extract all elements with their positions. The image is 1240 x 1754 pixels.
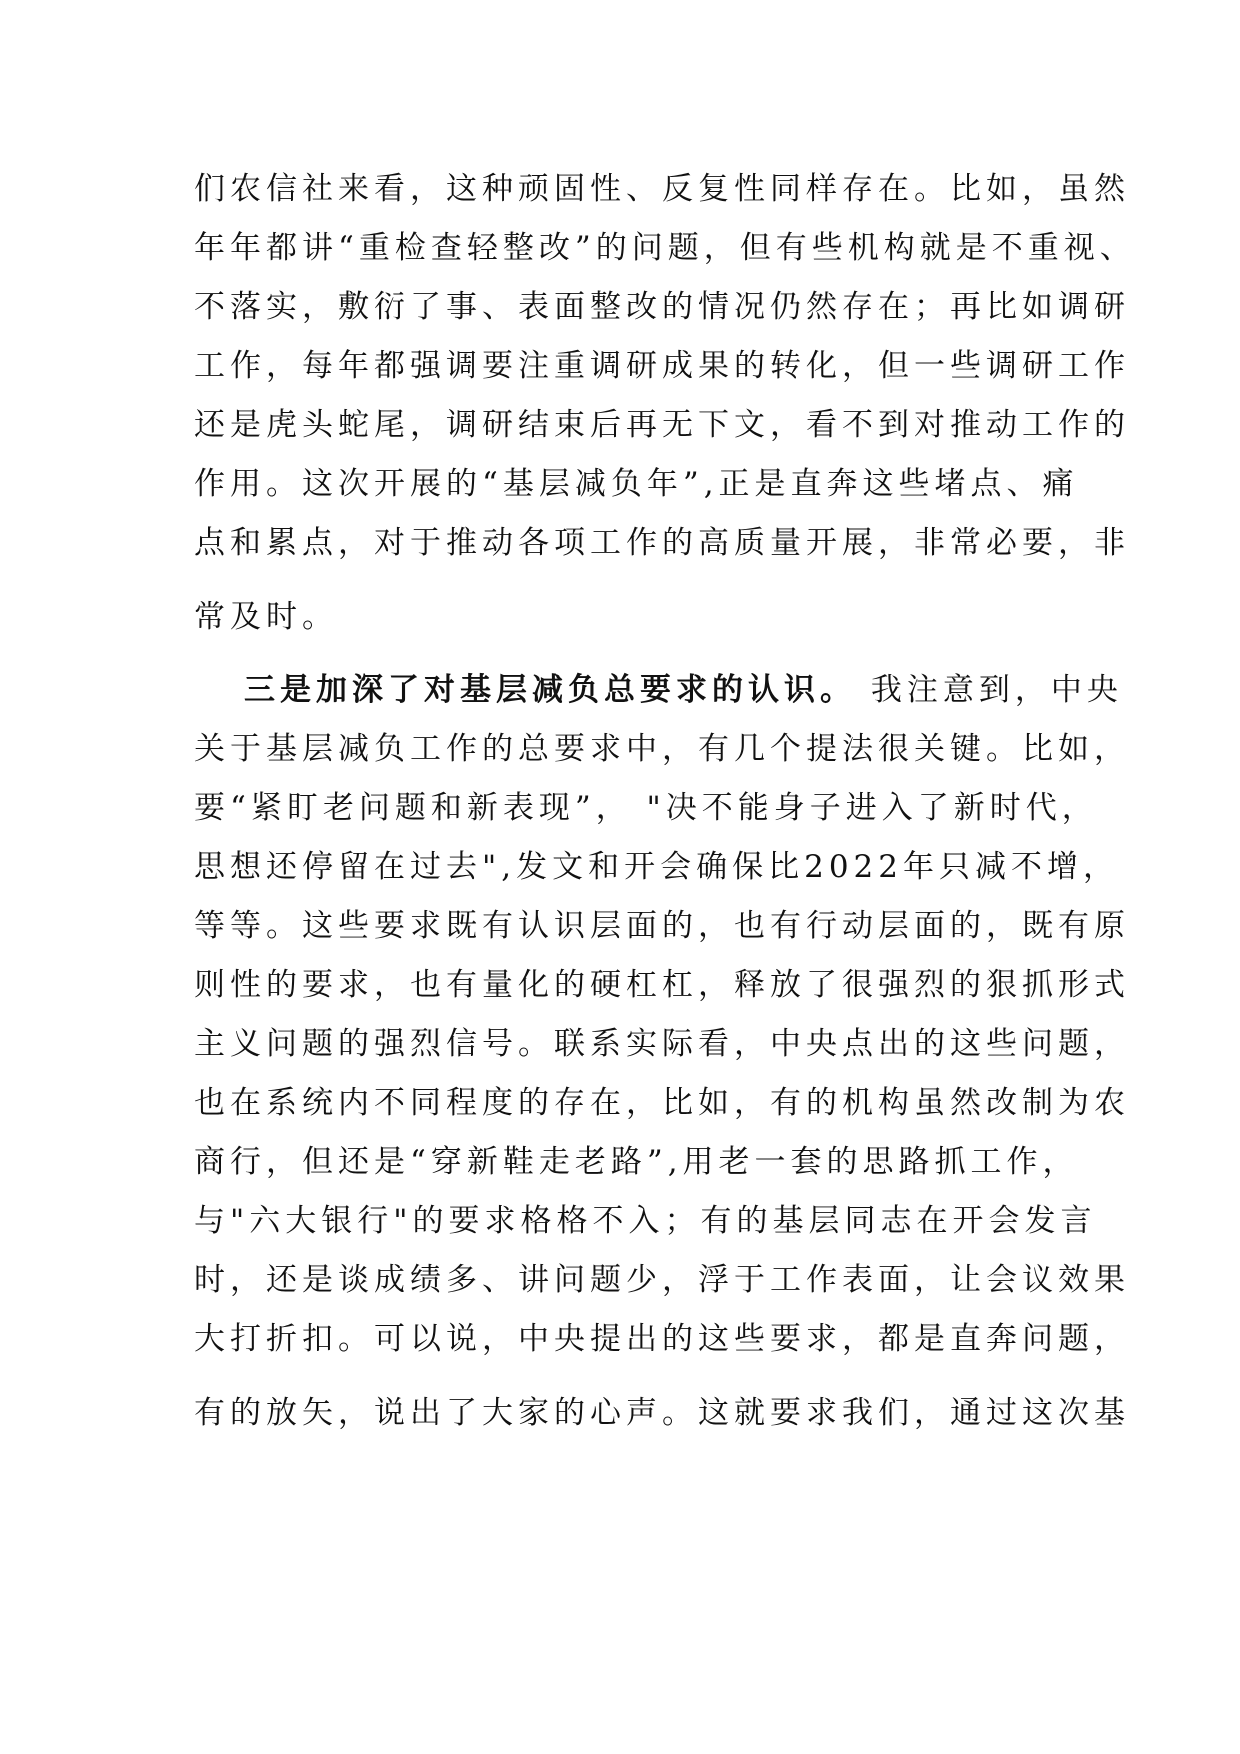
text-line: 们农信社来看，这种顽固性、反复性同样存在。比如，虽然 bbox=[194, 171, 1130, 207]
text-line: 点和累点，对于推动各项工作的高质量开展，非常必要，非 bbox=[194, 525, 1130, 561]
text-line: 还是虎头蛇尾，调研结束后再无下文，看不到对推动工作的 bbox=[194, 407, 1130, 443]
text-span: 我注意到，中央 bbox=[856, 672, 1123, 708]
text-line: 则性的要求，也有量化的硬杠杠，释放了很强烈的狠抓形式 bbox=[194, 967, 1130, 1003]
text-line: 关于基层减负工作的总要求中，有几个提法很关键。比如， bbox=[194, 731, 1130, 767]
text-line: 思想还停留在过去",发文和开会确保比2022年只减不增， bbox=[194, 849, 1120, 885]
paragraph-first-line bbox=[194, 661, 1123, 720]
text-line: 常及时。 bbox=[194, 599, 338, 635]
paragraph-heading: 三是加深了对基层减负总要求的认识。 bbox=[244, 672, 856, 708]
text-line: 也在系统内不同程度的存在，比如，有的机构虽然改制为农 bbox=[194, 1085, 1130, 1121]
text-line: 年年都讲“重检查轻整改”的问题，但有些机构就是不重视、 bbox=[194, 230, 1136, 266]
text-line: 与"六大银行"的要求格格不入；有的基层同志在开会发言 bbox=[194, 1203, 1097, 1239]
text-line: 商行，但还是“穿新鞋走老路”,用老一套的思路抓工作， bbox=[194, 1144, 1079, 1180]
text-line: 大打折扣。可以说，中央提出的这些要求，都是直奔问题， bbox=[194, 1321, 1130, 1357]
paragraph-break bbox=[194, 647, 1054, 661]
text-line: 工作，每年都强调要注重调研成果的转化，但一些调研工作 bbox=[194, 348, 1130, 384]
text-line: 不落实，敷衍了事、表面整改的情况仍然存在；再比如调研 bbox=[194, 289, 1130, 325]
text-line: 时，还是谈成绩多、讲问题少，浮于工作表面，让会议效果 bbox=[194, 1262, 1130, 1298]
text-line: 等等。这些要求既有认识层面的，也有行动层面的，既有原 bbox=[194, 908, 1130, 944]
text-line: 作用。这次开展的“基层减负年”,正是直奔这些堵点、痛 bbox=[194, 466, 1079, 502]
text-line: 要“紧盯老问题和新表现”， "决不能身子进入了新时代， bbox=[194, 790, 1098, 826]
text-line: 有的放矢，说出了大家的心声。这就要求我们，通过这次基 bbox=[194, 1395, 1130, 1431]
body-text bbox=[194, 160, 1136, 1443]
text-line: 主义问题的强烈信号。联系实际看，中央点出的这些问题， bbox=[194, 1026, 1130, 1062]
